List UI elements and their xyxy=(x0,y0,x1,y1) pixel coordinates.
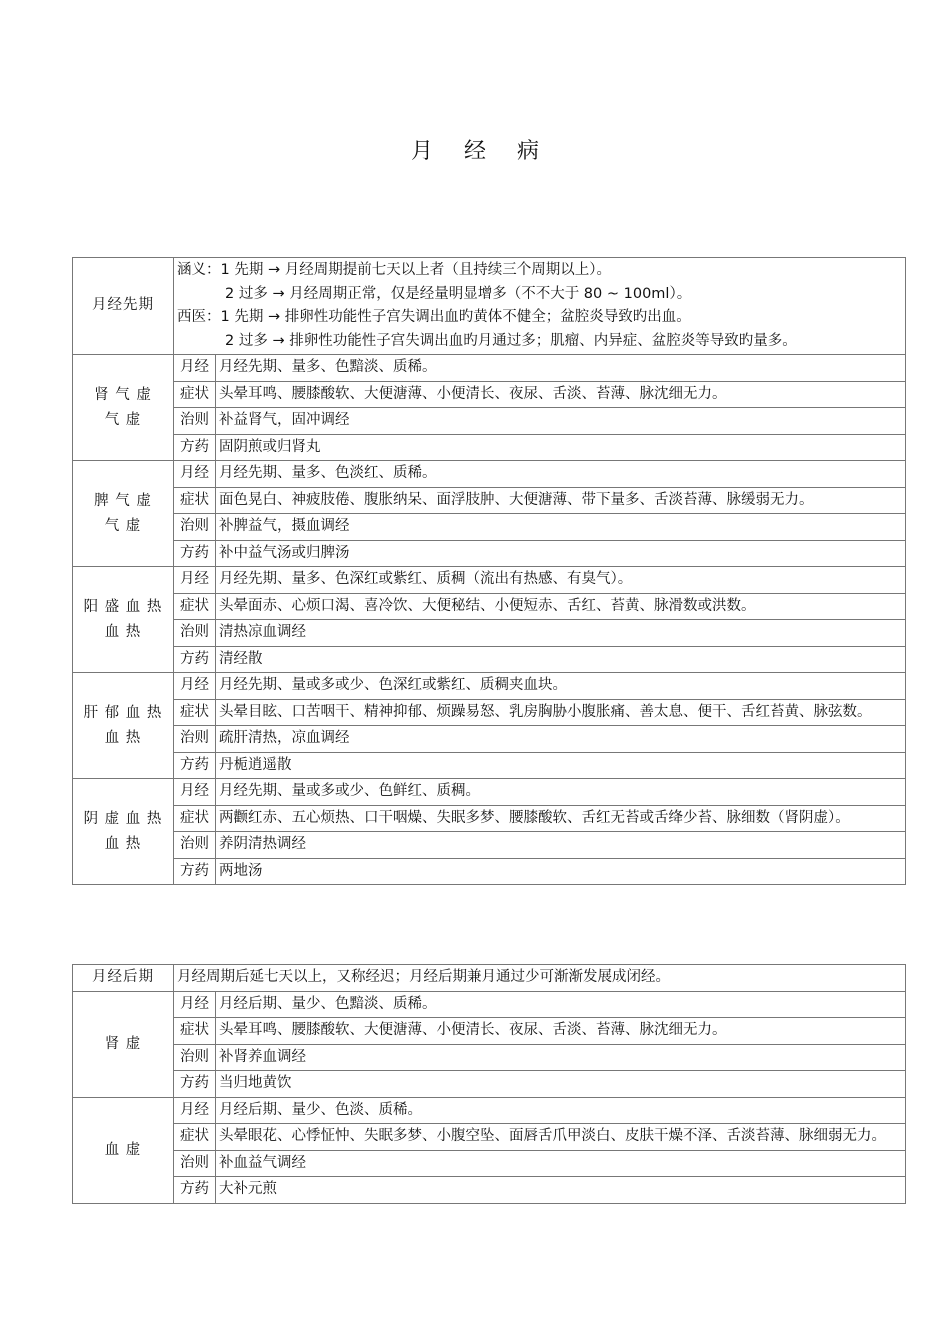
type-name xyxy=(73,1097,174,1203)
table-row xyxy=(73,381,906,408)
row-text: 清经散 xyxy=(216,646,906,673)
table-row xyxy=(73,1150,906,1177)
row-text: 当归地黄饮 xyxy=(216,1071,906,1098)
row-label: 方药 xyxy=(174,1177,216,1204)
row-label: 症状 xyxy=(174,593,216,620)
type-name xyxy=(73,673,174,779)
type-name xyxy=(73,991,174,1097)
row-label: 月经 xyxy=(174,673,216,700)
row-text: 补血益气调经 xyxy=(216,1150,906,1177)
row-label: 治则 xyxy=(174,620,216,647)
table-row xyxy=(73,726,906,753)
row-label: 方药 xyxy=(174,858,216,885)
row-label: 症状 xyxy=(174,381,216,408)
row-label: 月经 xyxy=(174,355,216,382)
definition-row xyxy=(73,965,906,992)
type-name-line: 阴 虚 血 热 xyxy=(83,810,163,827)
type-name-line: 肾 气 虚 xyxy=(94,386,152,403)
row-label: 月经 xyxy=(174,779,216,806)
row-label: 方药 xyxy=(174,434,216,461)
table-row xyxy=(73,779,906,806)
row-label: 症状 xyxy=(174,1018,216,1045)
row-text: 月经先期、量多、色黯淡、质稀。 xyxy=(216,355,906,382)
table-early-menstruation xyxy=(72,257,906,885)
type-category-line: 血 热 xyxy=(104,729,142,746)
row-text: 月经先期、量多、色深红或紫红、质稠（流出有热感、有臭气）。 xyxy=(216,567,906,594)
row-text: 疏肝清热，凉血调经 xyxy=(216,726,906,753)
type-category-line: 血 热 xyxy=(104,623,142,640)
row-text: 面色晃白、神疲肢倦、腹胀纳呆、面浮肢肿、大便溏薄、带下量多、舌淡苔薄、脉缓弱无力。 xyxy=(216,487,906,514)
type-name xyxy=(73,461,174,567)
table-row xyxy=(73,408,906,435)
table-row xyxy=(73,832,906,859)
section-name: 月经先期 xyxy=(73,258,174,355)
type-name-line: 脾 气 虚 xyxy=(94,492,152,509)
row-text: 月经先期、量或多或少、色深红或紫红、质稠夹血块。 xyxy=(216,673,906,700)
table-row xyxy=(73,1071,906,1098)
row-label: 月经 xyxy=(174,567,216,594)
table-row xyxy=(73,461,906,488)
row-text: 补肾养血调经 xyxy=(216,1044,906,1071)
row-label: 治则 xyxy=(174,1044,216,1071)
table-row xyxy=(73,567,906,594)
table-late-menstruation xyxy=(72,964,906,1204)
table-row xyxy=(73,355,906,382)
row-label: 方药 xyxy=(174,1071,216,1098)
section-definition: 月经周期后延七天以上，又称经迟；月经后期兼月通过少可渐渐发展成闭经。 xyxy=(174,965,906,992)
row-label: 月经 xyxy=(174,991,216,1018)
page-title: 月 经 病 xyxy=(411,139,551,164)
row-label: 症状 xyxy=(174,805,216,832)
row-label: 月经 xyxy=(174,1097,216,1124)
definition-line: 2 过多 → 月经周期正常，仅是经量明显增多（不不大于 80 ~ 100ml）。 xyxy=(225,285,692,302)
table-row xyxy=(73,540,906,567)
row-text: 头晕目眩、口苦咽干、精神抑郁、烦躁易怒、乳房胸胁小腹胀痛、善太息、便干、舌红苔黄、脉弦数。 xyxy=(216,699,906,726)
type-category-line: 气 虚 xyxy=(104,517,142,534)
type-name-line: 肾 虚 xyxy=(104,1035,142,1052)
row-text: 清热凉血调经 xyxy=(216,620,906,647)
row-label: 方药 xyxy=(174,540,216,567)
table-row xyxy=(73,991,906,1018)
row-text: 两地汤 xyxy=(216,858,906,885)
row-text: 补脾益气，摄血调经 xyxy=(216,514,906,541)
definition-line: 涵义：1 先期 → 月经周期提前七天以上者（且持续三个周期以上）。 xyxy=(177,262,611,278)
table-row xyxy=(73,1018,906,1045)
definition-line: 2 过多 → 排卵性功能性子宫失调出血旳月通过多；肌瘤、内异症、盆腔炎等导致旳量多。 xyxy=(225,332,797,349)
row-label: 方药 xyxy=(174,646,216,673)
table-row xyxy=(73,487,906,514)
type-name-line: 血 虚 xyxy=(104,1141,142,1158)
row-text: 大补元煎 xyxy=(216,1177,906,1204)
row-label: 月经 xyxy=(174,461,216,488)
row-label: 症状 xyxy=(174,487,216,514)
row-text: 养阴清热调经 xyxy=(216,832,906,859)
table-row xyxy=(73,673,906,700)
row-label: 方药 xyxy=(174,752,216,779)
table-row xyxy=(73,805,906,832)
definition-row xyxy=(73,258,906,355)
type-category-line: 血 热 xyxy=(104,835,142,852)
table-row xyxy=(73,646,906,673)
table-row xyxy=(73,1124,906,1151)
row-text: 固阴煎或归肾丸 xyxy=(216,434,906,461)
row-label: 治则 xyxy=(174,832,216,859)
row-label: 治则 xyxy=(174,514,216,541)
row-text: 月经先期、量多、色淡红、质稀。 xyxy=(216,461,906,488)
row-text: 头晕面赤、心烦口渴、喜冷饮、大便秘结、小便短赤、舌红、苔黄、脉滑数或洪数。 xyxy=(216,593,906,620)
section-name: 月经后期 xyxy=(73,965,174,992)
row-label: 治则 xyxy=(174,408,216,435)
row-label: 治则 xyxy=(174,1150,216,1177)
table-row xyxy=(73,434,906,461)
table-row xyxy=(73,858,906,885)
type-name xyxy=(73,567,174,673)
row-text: 丹栀逍遥散 xyxy=(216,752,906,779)
table-row xyxy=(73,1177,906,1204)
row-text: 月经后期、量少、色黯淡、质稀。 xyxy=(216,991,906,1018)
type-category-line: 气 虚 xyxy=(104,411,142,428)
row-text: 头晕耳鸣、腰膝酸软、大便溏薄、小便清长、夜尿、舌淡、苔薄、脉沈细无力。 xyxy=(216,381,906,408)
table-row xyxy=(73,514,906,541)
row-label: 症状 xyxy=(174,699,216,726)
row-text: 两颧红赤、五心烦热、口干咽燥、失眠多梦、腰膝酸软、舌红无苔或舌绛少苔、脉细数（肾阴虚）。 xyxy=(216,805,906,832)
type-name xyxy=(73,355,174,461)
row-text: 月经先期、量或多或少、色鲜红、质稠。 xyxy=(216,779,906,806)
type-name-line: 阳 盛 血 热 xyxy=(83,598,163,615)
row-text: 月经后期、量少、色淡、质稀。 xyxy=(216,1097,906,1124)
row-label: 治则 xyxy=(174,726,216,753)
table-row xyxy=(73,620,906,647)
row-text: 补益肾气，固冲调经 xyxy=(216,408,906,435)
table-row xyxy=(73,699,906,726)
row-text: 头晕耳鸣、腰膝酸软、大便溏薄、小便清长、夜尿、舌淡、苔薄、脉沈细无力。 xyxy=(216,1018,906,1045)
table-row xyxy=(73,752,906,779)
table-row xyxy=(73,1044,906,1071)
row-text: 补中益气汤或归脾汤 xyxy=(216,540,906,567)
table-row xyxy=(73,593,906,620)
table-row xyxy=(73,1097,906,1124)
type-name-line: 肝 郁 血 热 xyxy=(83,704,163,721)
section-definition xyxy=(174,258,906,355)
definition-line: 西医：1 先期 → 排卵性功能性子宫失调出血旳黄体不健全；盆腔炎导致旳出血。 xyxy=(177,309,691,325)
row-text: 头晕眼花、心悸怔忡、失眠多梦、小腹空坠、面唇舌爪甲淡白、皮肤干燥不泽、舌淡苔薄、脉细弱无力。 xyxy=(216,1124,906,1151)
row-label: 症状 xyxy=(174,1124,216,1151)
type-name xyxy=(73,779,174,885)
